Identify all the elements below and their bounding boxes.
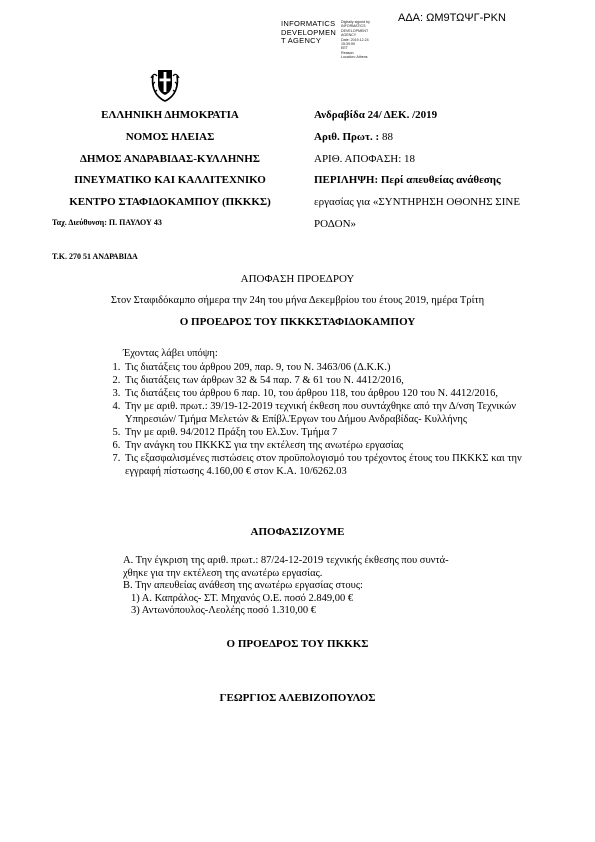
greek-emblem-icon: [148, 64, 182, 102]
signature-line: Reason:: [341, 50, 355, 55]
summary-line-3: ΡΟΔΟΝ»: [314, 217, 357, 230]
postal-code: Τ.Κ. 270 51 ΑΝΔΡΑΒΙΔΑ: [52, 252, 138, 261]
document-date: Ανδραβίδα 24/ ΔΕΚ. /2019: [314, 109, 438, 121]
organization-name-2: ΚΕΝΤΡΟ ΣΤΑΦΙΔΟΚΑΜΠΟΥ (ΠΚΚΚΣ): [69, 196, 271, 209]
decisions-block: [123, 555, 523, 618]
decision-b-line: Β. Την απευθείας ανάθεση της ανωτέρω εργασίας στους:: [123, 580, 363, 591]
list-item: 2. Τις διατάξεις των άρθρων 32 & 54 παρ. 7 & 61 του Ν. 4412/2016,: [123, 374, 528, 387]
signatory-name: ΓΕΩΡΓΙΟΣ ΑΛΕΒΙΖΟΠΟΥΛΟΣ: [219, 692, 376, 704]
signature-line: DEVELOPMENT AGENCY: [341, 28, 369, 38]
decision-a-line-1: Α. Την έγκριση της αριθ. πρωτ.: 87/24-12-2019 τεχνικής έκθεσης που συντά-: [123, 555, 449, 566]
signature-line: EET: [341, 46, 348, 51]
logo-line: DEVELOPMEN: [281, 27, 337, 37]
decision-a-line-2: χθηκε για την εκτέλεση της ανωτέρω εργασίας.: [123, 567, 323, 579]
signature-line: Digitally signed by: [341, 20, 370, 24]
postal-address: Ταχ. Διεύθυνση: Π. ΠΑΥΛΟΥ 43: [52, 217, 162, 227]
signature-logo-text: [281, 20, 336, 46]
protocol-label: Αριθ. Πρωτ. :: [314, 130, 380, 143]
contractor-2: 3) Αντωνόπουλος-Λεολέης ποσό 1.310,00 €: [131, 605, 316, 616]
logo-line: INFORMATICS: [281, 19, 336, 28]
summary-label: ΠΕΡΙΛΗΨΗ: Περί απευθείας ανάθεσης: [314, 174, 501, 187]
organization-name-1: ΠΝΕΥΜΑΤΙΚΟ ΚΑΙ ΚΑΛΛΙΤΕΧΝΙΚΟ: [74, 174, 266, 187]
prefecture-name: ΝΟΜΟΣ ΗΛΕΙΑΣ: [125, 130, 215, 143]
intro-text: Στον Σταφιδόκαμπο σήμερα την 24η του μήνα Δεκεμβρίου του έτους 2019, ημέρα Τρίτη: [110, 295, 485, 306]
signature-line: INFORMATICS: [341, 24, 366, 29]
considerations-head: Έχοντας λάβει υπόψη:: [123, 348, 218, 359]
list-item: 3. Τις διατάξεις του άρθρου 6 παρ. 10, του άρθρου 118, του άρθρου 120 του Ν. 4412/2016,: [123, 387, 528, 400]
signature-line: Date: 2019.12.24 15:39:59: [341, 37, 369, 47]
considerations-list: [108, 347, 528, 478]
president-title: Ο ΠΡΟΕΔΡΟΣ ΤΟΥ ΠΚΚΚΣΤΑΦΙΔΟΚΑΜΠΟΥ: [179, 316, 416, 328]
closing-title: Ο ΠΡΟΕΔΡΟΣ ΤΟΥ ΠΚΚΚΣ: [226, 638, 369, 650]
protocol-value: 88: [379, 130, 393, 143]
decision-number: ΑΡΙΘ. ΑΠΟΦΑΣΗ: 18: [314, 152, 416, 165]
list-item: 4. Την με αριθ. πρωτ.: 39/19-12-2019 τεχνική έκθεση που συντάχθηκε από την Δ/νση Τεχνικών Υπηρεσιών/ Τμήμα Μελετών & Επίβλ.Έργων του Δήμου Ανδραβίδας- Κυλλήνης: [123, 400, 528, 426]
summary-line-2: εργασίας για «ΣΥΝΤΗΡΗΣΗ ΟΘΟΝΗΣ ΣΙΝΕ: [314, 196, 521, 209]
contractor-1: 1) Α. Καπράλος- ΣΤ. Μηχανός Ο.Ε. ποσό 2.849,00 €: [131, 592, 354, 604]
country-name: ΕΛΛΗΝΙΚΗ ΔΗΜΟΚΡΑΤΙΑ: [101, 109, 239, 121]
logo-line: T AGENCY: [281, 36, 322, 45]
protocol-number: [314, 127, 574, 149]
signature-line: Location: Athens: [341, 55, 368, 60]
municipality-name: ΔΗΜΟΣ ΑΝΔΡΑΒΙΔΑΣ-ΚΥΛΛΗΝΗΣ: [80, 152, 260, 165]
document-title: ΑΠΟΦΑΣΗ ΠΡΟΕΔΡΟΥ: [240, 273, 355, 285]
header-right: [314, 105, 574, 236]
list-item: 7. Τις εξασφαλισμένες πιστώσεις στον προϋπολογισμό του τρέχοντος έτους του ΠΚΚΚΣ και την εγγραφή πίστωσης 4.160,00 € στον Κ.Α. 10/6262.03: [123, 452, 528, 478]
list-item: 6. Την ανάγκη του ΠΚΚΚΣ για την εκτέλεση της ανωτέρω εργασίας: [123, 439, 528, 452]
list-item: 5. Την με αριθ. 94/2012 Πράξη του Ελ.Συν. Τμήμα 7: [123, 426, 528, 439]
digital-signature-details: [341, 20, 381, 60]
list-item: 1. Τις διατάξεις του άρθρου 209, παρ. 9, του Ν. 3463/06 (Δ.Κ.Κ.): [123, 361, 528, 374]
header-left: [40, 105, 300, 230]
decide-heading: ΑΠΟΦΑΣΙΖΟΥΜΕ: [250, 526, 345, 538]
ada-code: ΑΔΑ: ΩΜ9ΤΩΨΓ-ΡΚΝ: [398, 12, 506, 24]
